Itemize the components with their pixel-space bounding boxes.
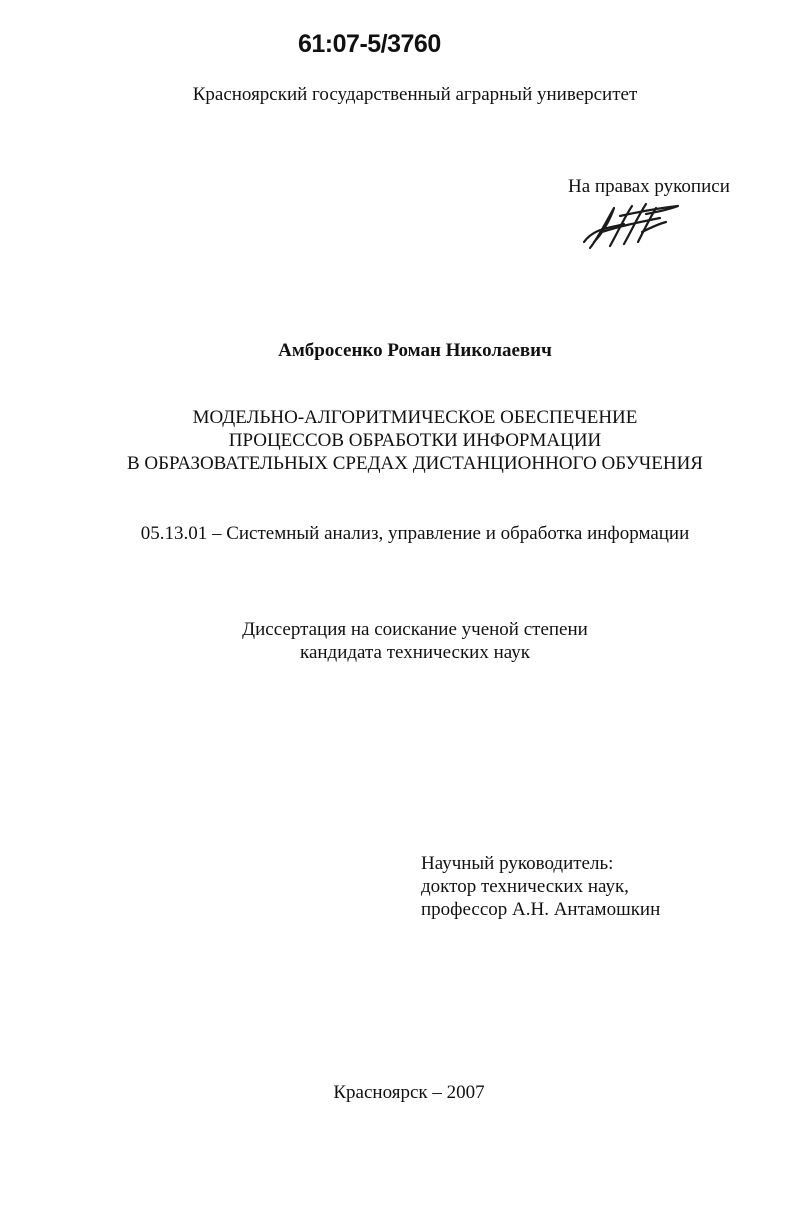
signature-mark — [580, 198, 690, 256]
university-name: Красноярский государственный аграрный университет — [192, 84, 638, 105]
degree-line: кандидата технических наук — [300, 642, 530, 663]
dissertation-title — [0, 406, 794, 475]
title-line: МОДЕЛЬНО-АЛГОРИТМИЧЕСКОЕ ОБЕСПЕЧЕНИЕ — [192, 407, 638, 428]
specialty-code: 05.13.01 – Системный анализ, управление и обработка информации — [140, 523, 690, 544]
supervisor-line: доктор технических наук, — [421, 876, 629, 897]
rights-note: На правах рукописи — [568, 176, 730, 197]
title-line: В ОБРАЗОВАТЕЛЬНЫХ СРЕДАХ ДИСТАНЦИОННОГО ОБУЧЕНИЯ — [127, 453, 703, 474]
degree-statement — [0, 618, 794, 664]
supervisor-block — [421, 852, 660, 921]
author-name: Амбросенко Роман Николаевич — [278, 340, 552, 361]
place-and-year: Красноярск – 2007 — [333, 1082, 485, 1103]
supervisor-line: профессор А.Н. Антамошкин — [421, 899, 661, 920]
degree-line: Диссертация на соискание ученой степени — [242, 619, 588, 640]
catalog-number: 61:07-5/3760 — [298, 30, 441, 58]
title-line: ПРОЦЕССОВ ОБРАБОТКИ ИНФОРМАЦИИ — [228, 430, 602, 451]
supervisor-line: Научный руководитель: — [421, 853, 614, 874]
